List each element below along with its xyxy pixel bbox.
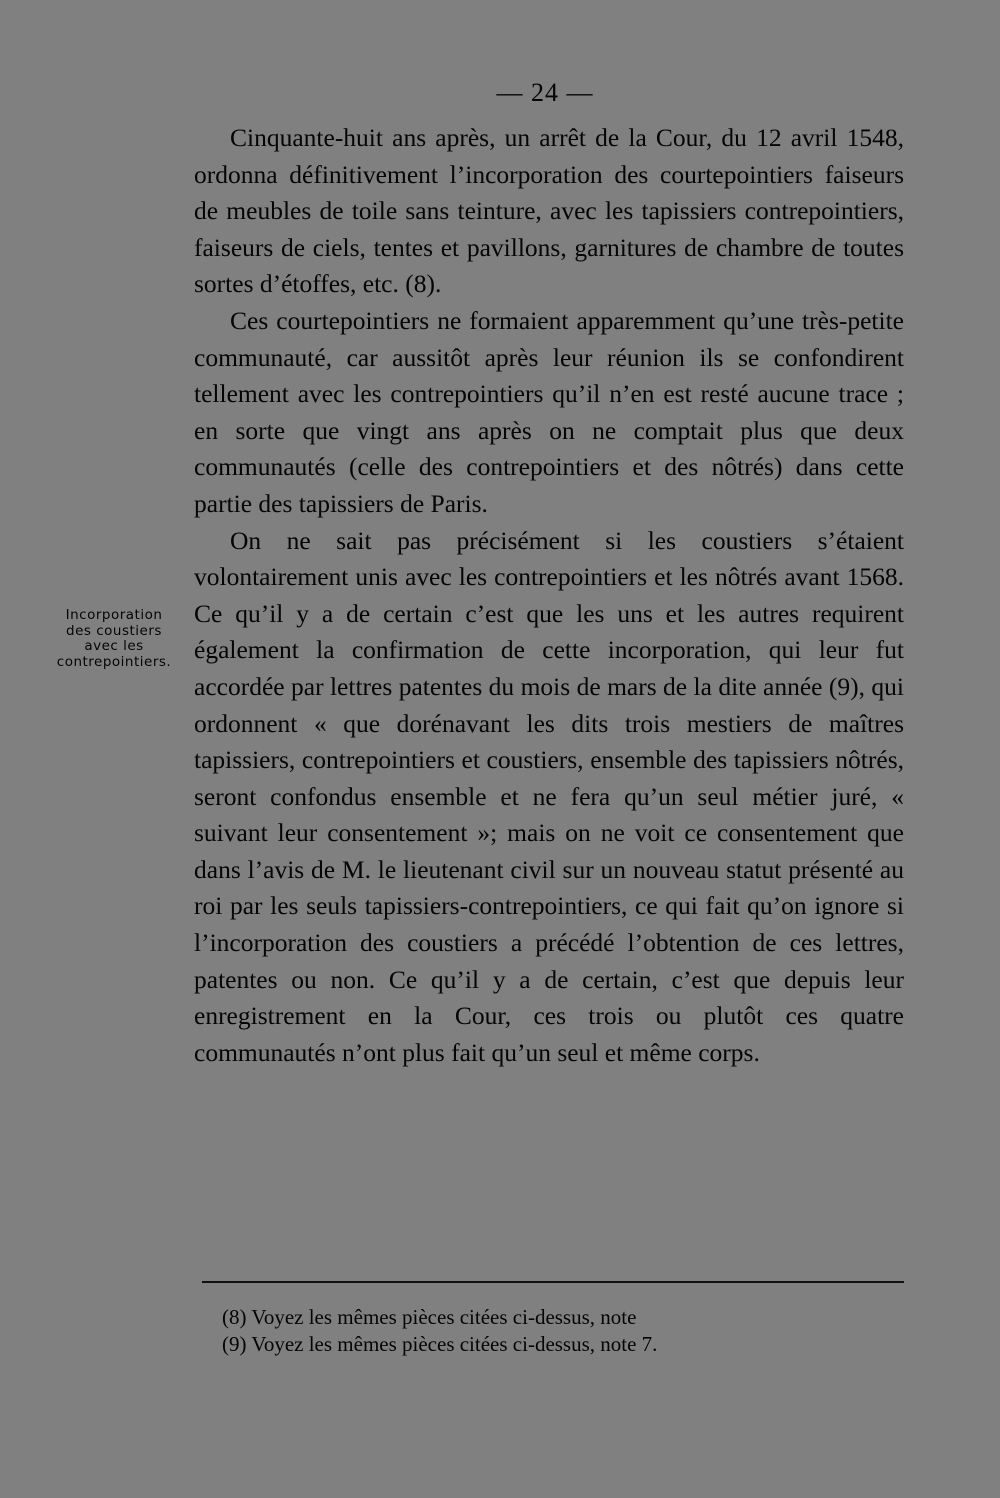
- margin-note-line: Incorporation: [65, 607, 163, 623]
- margin-note: [44, 608, 184, 670]
- footnote: (9) Voyez les mêmes pièces citées ci-dessus, note 7.: [222, 1332, 658, 1356]
- paragraph: Ces courtepointiers ne formaient apparemment qu’une très-petite communauté, car aussitôt après leur réunion ils se confondirent tellement avec les contrepointiers qu’il n’en est resté aucune trace ; en sorte que vingt ans après on ne comptait plus que deux communautés (celle des contrepointiers et des nôtrés) dans cette partie des tapissiers de Paris.: [194, 305, 904, 518]
- margin-note-line: des coustiers: [66, 622, 162, 639]
- page-number: — 24 —: [496, 78, 594, 107]
- footnote-divider: [202, 1281, 904, 1283]
- paragraph: On ne sait pas précisément si les coustiers s’étaient volontairement unis avec les contrepointiers et les nôtrés avant 1568. Ce qu’il y a de certain c’est que les uns et les autres requirent également la confirmation de cette incorporation, qui leur fut accordée par lettres patentes du mois de mars de la dite année (9), qui ordonnent « que dorénavant les dits trois mestiers de maîtres tapissiers, contrepointiers et coustiers, ensemble des tapissiers nôtrés, seront confondus ensemble et ne fera qu’un seul métier juré, « suivant leur consentement »; mais on ne voit ce consentement que dans l’avis de M. le lieutenant civil sur un nouveau statut présenté au roi par les seuls tapissiers-contrepointiers, ce qui fait qu’on ignore si l’incorporation des coustiers a précédé l’obtention de ces lettres, patentes ou non. Ce qu’il y a de certain, c’est que depuis leur enregistrement en la Cour, ces trois ou plutôt ces quatre communautés n’ont plus fait qu’un seul et même corps.: [194, 525, 904, 1067]
- paragraph: Cinquante-huit ans après, un arrêt de la Cour, du 12 avril 1548, ordonna définitivement l’incorporation des courtepointiers faiseurs de meubles de toile sans teinture, avec les tapissiers contrepointiers, faiseurs de ciels, tentes et pavillons, garnitures de chambre de toutes sortes d’étoffes, etc. (8).: [194, 123, 904, 299]
- footnotes: [222, 1304, 882, 1358]
- margin-note-line: avec les: [84, 638, 144, 654]
- body-text: [194, 120, 904, 1071]
- footnote: (8) Voyez les mêmes pièces citées ci-dessus, note: [222, 1305, 637, 1329]
- margin-note-line: contrepointiers.: [56, 653, 172, 670]
